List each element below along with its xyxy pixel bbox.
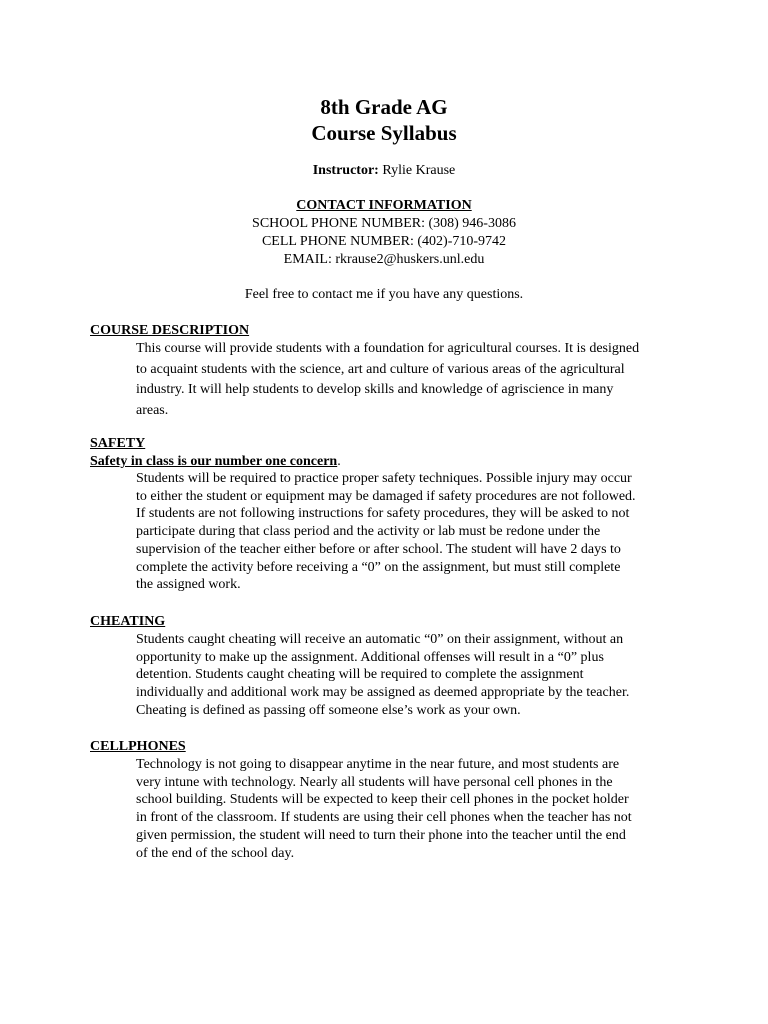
cellphones-line: given permission, the student will need to turn their phone into the teacher until the end xyxy=(136,827,626,843)
instructor-name: Rylie Krause xyxy=(382,163,456,178)
cellphones-line: Technology is not going to disappear anytime in the near future, and most students are xyxy=(136,757,620,772)
cellphones-line: in front of the classroom. If students are using their cell phones when the teacher has not xyxy=(136,810,632,826)
cheating-line: individually and additional work may be assigned as deemed appropriate by the teacher. xyxy=(136,685,630,701)
cellphones-heading: CELLPHONES xyxy=(90,739,186,754)
cellphones-line: of the end of the school day. xyxy=(136,845,295,861)
safety-line: participate during that class period and the activity or lab must be redone under the xyxy=(136,524,601,540)
cellphones-body xyxy=(136,756,686,862)
course-description-line: This course will provide students with a foundation for agricultural courses. It is designed xyxy=(136,341,640,356)
cheating-heading: CHEATING xyxy=(90,614,166,629)
contact-heading: CONTACT INFORMATION xyxy=(296,198,472,213)
cheating-line: Students caught cheating will receive an automatic “0” on their assignment, without an xyxy=(136,632,624,647)
contact-note: Feel free to contact me if you have any questions. xyxy=(244,287,524,302)
cheating-line: opportunity to make up the assignment. Additional offenses will result in a “0” plus xyxy=(136,649,604,665)
email: EMAIL: rkrause2@huskers.unl.edu xyxy=(283,252,485,267)
safety-body xyxy=(136,470,686,594)
course-description-line: to acquaint students with the science, art and culture of various areas of the agricultural xyxy=(136,361,625,377)
cellphones-line: very intune with technology. Nearly all students will have personal cell phones in the xyxy=(136,774,613,790)
document-title-line2: Course Syllabus xyxy=(311,121,457,145)
cheating-line: Cheating is defined as passing off someone else’s work as your own. xyxy=(136,702,521,718)
safety-line: Students will be required to practice proper safety techniques. Possible injury may occur xyxy=(136,471,632,486)
course-description-line: areas. xyxy=(136,402,169,418)
course-description-body xyxy=(136,339,686,421)
cell-phone: CELL PHONE NUMBER: (402)-710-9742 xyxy=(261,234,507,249)
safety-subheading-text: Safety in class is our number one concern xyxy=(90,454,338,469)
safety-line: If students are not following instructions for safety procedures, they will be asked to not xyxy=(136,506,630,522)
course-description-heading: COURSE DESCRIPTION xyxy=(90,323,250,338)
safety-subheading xyxy=(90,453,341,471)
document-title-line1: 8th Grade AG xyxy=(320,95,448,119)
safety-line: supervision of the teacher either before or after school. The student will have 2 days to xyxy=(136,541,621,557)
safety-line: the assigned work. xyxy=(136,577,241,593)
course-description-line: industry. It will help students to develop skills and knowledge of agriscience in many xyxy=(136,382,614,397)
safety-line: to either the student or equipment may be damaged if safety procedures are not followed. xyxy=(136,488,636,504)
instructor-line xyxy=(0,162,768,180)
instructor-label: Instructor: xyxy=(312,163,379,178)
cheating-line: detention. Students caught cheating will be required to complete the assignment xyxy=(136,667,584,683)
safety-heading: SAFETY xyxy=(90,436,146,451)
cheating-body xyxy=(136,631,686,720)
safety-line: complete the activity before receiving a “0” on the assignment, but must still complete xyxy=(136,559,621,575)
safety-subheading-period: . xyxy=(337,454,341,469)
school-phone: SCHOOL PHONE NUMBER: (308) 946-3086 xyxy=(252,216,516,231)
cellphones-line: school building. Students will be expected to keep their cell phones in the pocket holder xyxy=(136,792,629,808)
